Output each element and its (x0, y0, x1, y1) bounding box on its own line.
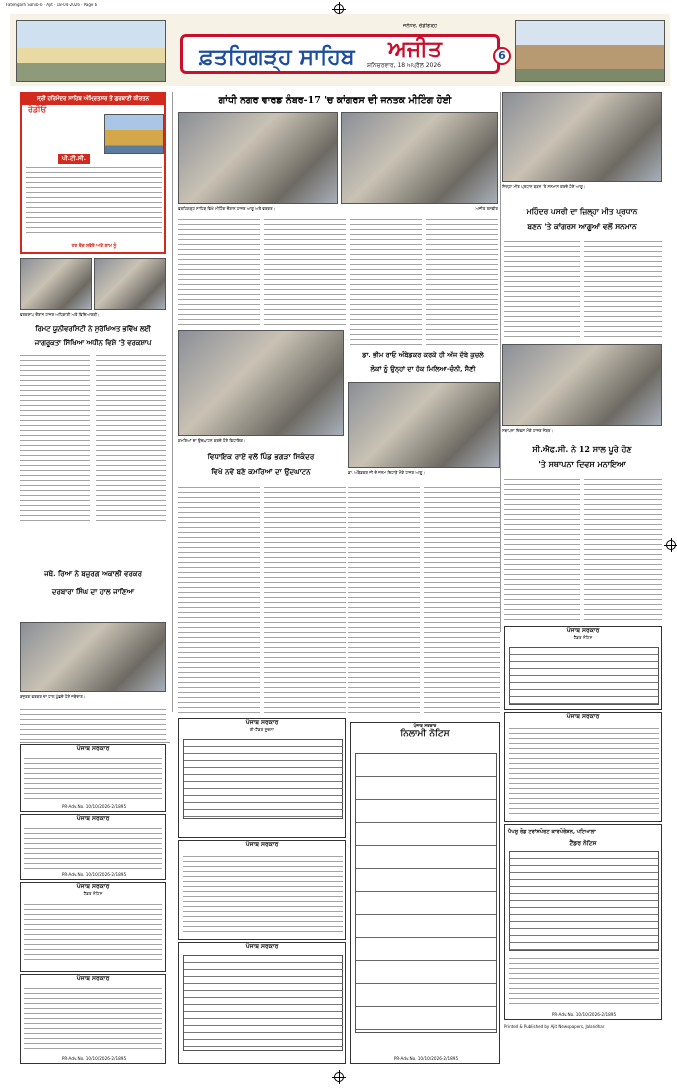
ad-title: ਪੰਜਾਬ ਸਰਕਾਰ (566, 713, 600, 720)
ad-header-text: ਪੰਜਾਬ ਸਰਕਾਰ (413, 723, 437, 728)
masthead-photo-right (515, 20, 665, 82)
headline-vidhayak-2: ਵਿਖੇ ਨਵੇਂ ਬਣੇ ਕਮਰਿਆਂ ਦਾ ਉਦਘਾਟਨ (211, 467, 311, 476)
text-gandhi-col-4 (426, 216, 498, 346)
registration-mark-icon (334, 4, 344, 14)
text-mehar-col-2 (584, 238, 662, 338)
masthead-city: ਜਲੰਧਰ, ਚੰਡੀਗੜ੍ਹ (402, 23, 437, 29)
text-gandhi-col-1 (178, 216, 260, 326)
ad-number: PR-Adv.No. 10/10/2026-2/1895 (61, 872, 127, 877)
text-gandhi-col-2 (264, 216, 346, 326)
headline-ambedkar-1: ਡਾ. ਭੀਮ ਰਾਓ ਅੰਬੇਡਕਰ ਕਰਕੇ ਹੀ ਅੱਜ ਦੱਬੇ ਕੁਚਲੇ (362, 351, 484, 359)
ad-table (183, 955, 343, 1051)
caption-gandhi: ਫ਼ਤਹਿਗੜ੍ਹ ਸਾਹਿਬ ਵਿਖੇ ਮੀਟਿੰਗ ਦੌਰਾਨ ਹਾਜ਼ਰ ਆਗੂ ਅਤੇ ਵਰਕਰ। (178, 206, 276, 211)
headline-vidhayak-1: ਵਿਧਾਇਕ ਰਾਏ ਵਲੋਂ ਪਿੰਡ ਭਗੜਾ ਸਿਕੰਦਰ (207, 452, 315, 461)
photo-ambedkar (348, 382, 500, 468)
masthead-banner (180, 34, 500, 74)
text-vidhayak-col-1 (178, 484, 260, 714)
photo-vidhayak (178, 330, 344, 436)
ad-nilami-title: ਨਿਲਾਮੀ ਨੋਟਿਸ (400, 729, 450, 739)
page-number-badge (493, 47, 511, 65)
ad-radio-label: ਰੇਡੀਓ (28, 105, 47, 114)
headline-cfc-1: ਸੀ.ਐਫ.ਸੀ. ਨੇ 12 ਸਾਲ ਪੂਰੇ ਹੋਣ (532, 444, 632, 454)
headline-cfc-2: 'ਤੇ ਸਥਾਪਨਾ ਦਿਵਸ ਮਨਾਇਆ (538, 459, 626, 469)
photo-gandhi-meeting-2 (341, 112, 498, 204)
headline-gandhi-nagar: ਗਾਂਧੀ ਨਗਰ ਵਾਰਡ ਨੰਬਰ-17 'ਚ ਕਾਂਗਰਸ ਦੀ ਜਨਤਕ ਮੀਟਿੰਗ ਹੋਈ (218, 95, 452, 106)
text-vidhayak-col-2 (264, 484, 346, 714)
caption-rimt: ਵਰਕਸ਼ਾਪ ਦੌਰਾਨ ਹਾਜ਼ਰ ਅਧਿਕਾਰੀ ਅਤੇ ਵਿਦਿਆਰਥੀ। (20, 312, 100, 317)
text-rimt-col-1 (20, 352, 90, 522)
ad-radio (20, 92, 166, 254)
caption-jathe: ਬਜ਼ੁਰਗ ਵਰਕਰ ਦਾ ਹਾਲ ਪੁੱਛਦੇ ਹੋਏ ਜਥੇਦਾਰ। (20, 694, 86, 699)
headline-mehar-1: ਮਹਿੰਦਰ ਪਸਰੀ ਦਾ ਜ਼ਿਲ੍ਹਾ ਮੀਤ ਪ੍ਰਧਾਨ (526, 207, 638, 216)
photo-mehar (502, 92, 662, 182)
ad-title: ਪੰਜਾਬ ਸਰਕਾਰ (566, 627, 600, 634)
ad-text (24, 755, 162, 799)
ad-number: PR-Adv.No. 10/10/2026-2/1895 (61, 804, 127, 809)
ad-nilami-table (355, 753, 497, 1033)
caption-vidhayak: ਕਮਰਿਆਂ ਦਾ ਉਦਘਾਟਨ ਕਰਦੇ ਹੋਏ ਵਿਧਾਇਕ। (178, 438, 246, 443)
text-ambedkar-col-1 (348, 484, 420, 714)
ad-number: PR-Adv.No. 10/10/2026-2/1895 (393, 1056, 459, 1061)
ad-tender-center-3 (178, 942, 346, 1064)
ad-subtitle: ਟੈਂਡਰ ਨੋਟਿਸ (573, 635, 593, 640)
ad-title: ਪੰਜਾਬ ਸਰਕਾਰ (245, 719, 279, 726)
ad-title: ਪੰਜਾਬ ਸਰਕਾਰ (76, 975, 110, 982)
page-number: 6 (498, 49, 506, 62)
ad-radio-title: ਸ੍ਰੀ ਹਰਿਮੰਦਰ ਸਾਹਿਬ ਅੰਮ੍ਰਿਤਸਰ ਤੋਂ ਗੁਰਬਾਣੀ ਕੀਰਤਨ (22, 94, 164, 105)
section-title: ਫ਼ਤਹਿਗੜ੍ਹ ਸਾਹਿਬ (199, 44, 355, 70)
ad-radio-code: ਪੀ.ਟੀ.ਸੀ. (58, 154, 90, 164)
ad-text (24, 985, 162, 1051)
ad-text (183, 853, 343, 933)
registration-mark-icon (666, 540, 676, 550)
ad-title: ਪੰਜਾਬ ਸਰਕਾਰ (245, 943, 279, 950)
ad-radio-text (26, 164, 162, 234)
ad-tender-center (178, 718, 346, 838)
ad-nilami (350, 722, 500, 1064)
ad-tender-center-2 (178, 840, 346, 940)
text-rimt-col-2 (96, 352, 166, 522)
ad-pepsu-text (509, 955, 659, 1007)
masthead-date: ਸ਼ਨਿਚਰਵਾਰ, 18 ਅਪ੍ਰੈਲ 2026 (367, 62, 441, 69)
text-cfc-col-1 (504, 476, 580, 622)
caption-mehar: ਜ਼ਿਲ੍ਹਾ ਮੀਤ ਪ੍ਰਧਾਨ ਬਣਨ 'ਤੇ ਸਨਮਾਨ ਕਰਦੇ ਹੋਏ ਆਗੂ। (502, 184, 586, 189)
paper-name: ਅਜੀਤ (388, 37, 442, 61)
credit-gandhi: ਅਜੀਤ ਤਸਵੀਰ (475, 206, 498, 211)
text-ambedkar-col-2 (424, 484, 500, 714)
ad-title: ਪੰਜਾਬ ਸਰਕਾਰ (76, 883, 110, 890)
ad-number: PR-Adv.No. 10/10/2026-2/1895 (61, 1056, 127, 1061)
ad-right-punjab (504, 712, 662, 822)
print-slug: Fatehgarh Sahib-6 · Ajit · 18-04-2026 · Page 6 (6, 3, 98, 7)
photo-jathe (20, 622, 166, 692)
registration-mark-icon (334, 1072, 344, 1082)
headline-jathe-2: ਦਰਬਾਰਾ ਸਿੰਘ ਦਾ ਹਾਲ ਜਾਣਿਆ (51, 587, 135, 596)
ad-radio-photo (104, 114, 164, 154)
ad-title: ਪੰਜਾਬ ਸਰਕਾਰ (76, 745, 110, 752)
ad-punjab-sarkar-3 (20, 882, 166, 972)
ad-subtitle: ਈ-ਟੈਂਡਰ ਸੂਚਨਾ (249, 727, 275, 732)
ad-pepsu-table (509, 851, 659, 951)
photo-rimt-1 (20, 258, 92, 310)
photo-rimt-2 (94, 258, 166, 310)
column-rule (172, 92, 173, 712)
ad-subtitle: ਟੈਂਡਰ ਨੋਟਿਸ (83, 891, 103, 896)
caption-cfc: ਸਥਾਪਨਾ ਦਿਵਸ ਮੌਕੇ ਹਾਜ਼ਰ ਮੈਂਬਰ। (502, 428, 554, 433)
ad-pepsu (504, 824, 662, 1020)
text-jathe (20, 706, 166, 740)
ad-text (509, 725, 659, 815)
caption-ambedkar: ਡਾ. ਅੰਬੇਡਕਰ ਜੀ ਦੇ ਜਨਮ ਦਿਹਾੜੇ ਮੌਕੇ ਹਾਜ਼ਰ ਆਗੂ। (348, 470, 426, 475)
ad-number: PR-Adv.No. 10/10/2026-2/1895 (551, 1012, 617, 1017)
headline-rimt-2: ਜਾਗਰੂਕਤਾ ਸਿੱਖਿਆ ਅਧੀਨ ਵਿਸ਼ੇ 'ਤੇ ਵਰਕਸ਼ਾਪ (34, 339, 152, 347)
ad-punjab-sarkar-1 (20, 744, 166, 812)
imprint: Printed & Published by Ajit Newspapers, Jalandhar (504, 1024, 605, 1029)
headline-jathe-1: ਜਥੇ. ਰਿਆ ਨੇ ਬਜ਼ੁਰਗ ਅਕਾਲੀ ਵਰਕਰ (44, 569, 142, 578)
ad-right-tender (504, 626, 662, 710)
masthead (10, 14, 670, 86)
headline-mehar-2: ਬਣਨ 'ਤੇ ਕਾਂਗਰਸ ਆਗੂਆਂ ਵਲੋਂ ਸਨਮਾਨ (527, 222, 637, 231)
column-rule (500, 92, 501, 632)
ad-text (24, 825, 162, 869)
text-mehar-col-1 (504, 238, 580, 338)
text-cfc-col-2 (584, 476, 662, 622)
print-color-bar (10, 1074, 220, 1082)
headline-rimt-1: ਰਿਮਟ ਯੂਨੀਵਰਸਿਟੀ ਨੇ ਸੁਰੱਖਿਅਤ ਭਵਿੱਖ ਲਈ (35, 325, 151, 333)
ad-title: ਪੰਜਾਬ ਸਰਕਾਰ (76, 815, 110, 822)
photo-cfc (502, 344, 662, 426)
ad-pepsu-title: ਪੈਪਸੂ ਰੋਡ ਟਰਾਂਸਪੋਰਟ ਕਾਰਪੋਰੇਸ਼ਨ, ਪਟਿਆਲਾ (508, 829, 596, 835)
ad-pepsu-subtitle: ਟੈਂਡਰ ਨੋਟਿਸ (569, 840, 597, 847)
ad-table (509, 647, 659, 705)
text-gandhi-col-3 (350, 216, 422, 346)
ad-radio-footer: ਹਰ ਰੋਜ਼ ਸਵੇਰੇ ਅਤੇ ਸ਼ਾਮ ਨੂੰ (71, 244, 117, 249)
section-rule (20, 742, 170, 743)
photo-gandhi-meeting-1 (178, 112, 338, 204)
ad-text (24, 901, 162, 961)
ad-punjab-sarkar-2 (20, 814, 166, 880)
ad-table (183, 739, 343, 819)
ad-title: ਪੰਜਾਬ ਸਰਕਾਰ (245, 841, 279, 848)
ad-punjab-sarkar-4 (20, 974, 166, 1064)
headline-ambedkar-2: ਲੋਕਾਂ ਨੂੰ ਉਨ੍ਹਾਂ ਦਾ ਹੱਕ ਮਿਲਿਆ-ਚੰਨੀ, ਸੈਣੀ (370, 365, 476, 373)
masthead-photo-left (16, 20, 166, 82)
